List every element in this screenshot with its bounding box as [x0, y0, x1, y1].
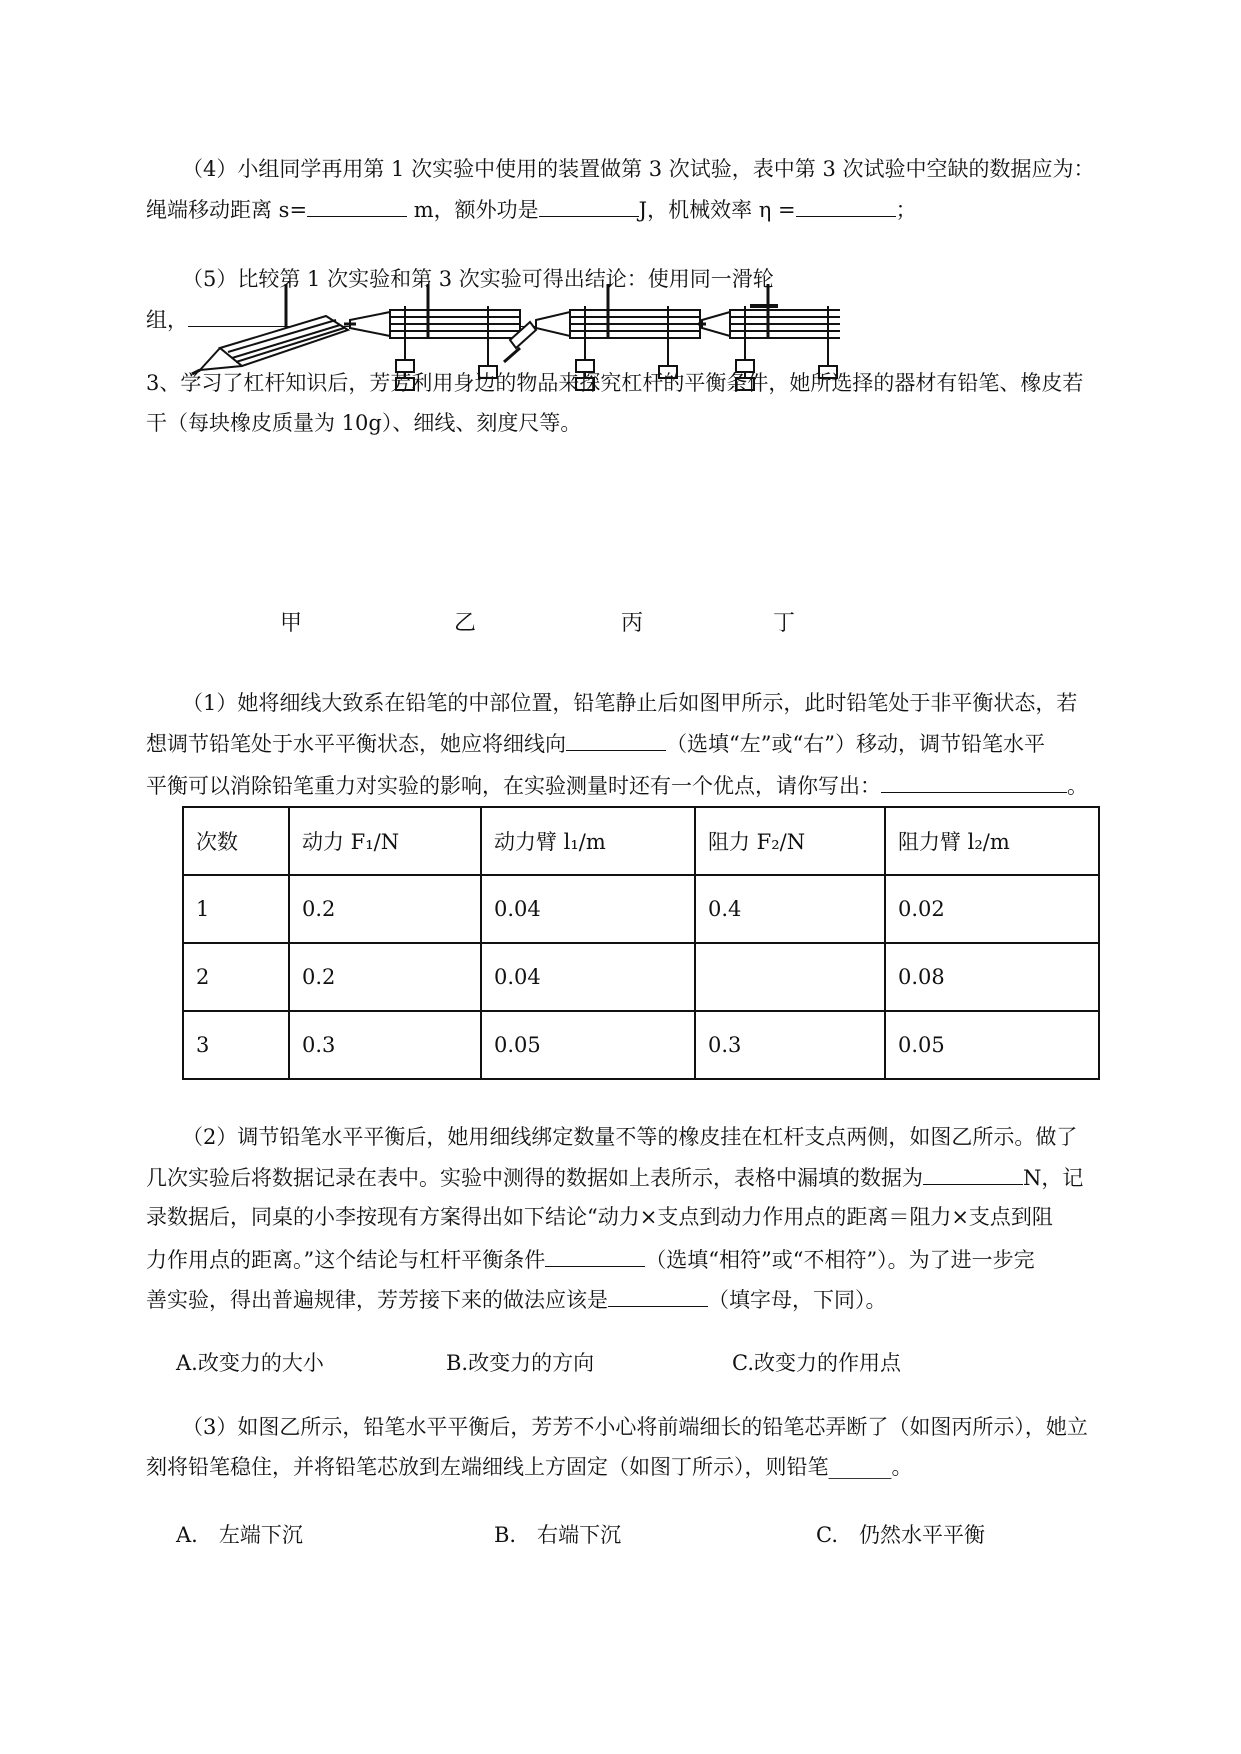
- q3-part2-line2: [146, 1162, 1083, 1193]
- table-cell: 0.05: [481, 1011, 695, 1079]
- answer-blank-consistency[interactable]: [545, 1244, 645, 1267]
- q3-part3-line2: [146, 1452, 913, 1482]
- q2-part5-text-a: 组，: [146, 308, 188, 332]
- q3-part3-option-b[interactable]: B. 右端下沉: [494, 1523, 622, 1547]
- q3-part2-text-f: （填字母，下同）。: [708, 1288, 887, 1312]
- lever-data-table: [182, 806, 1100, 1080]
- table-cell: 3: [183, 1011, 289, 1079]
- q3-part2-text-b: N，记: [1023, 1166, 1084, 1190]
- q3-part3-line1: （3）如图乙所示，铅笔水平平衡后，芳芳不小心将前端细长的铅笔芯弄断了（如图丙所示），她立: [182, 1415, 1088, 1439]
- table-header-cell: 次数: [183, 807, 289, 875]
- answer-blank-extra-work[interactable]: [539, 194, 639, 217]
- lever-pencil-figure: [190, 270, 840, 635]
- q3-part2-text-a: 几次实验后将数据记录在表中。实验中测得的数据如上表所示，表格中漏填的数据为: [146, 1166, 923, 1190]
- answer-blank-next-step[interactable]: [608, 1284, 708, 1307]
- q3-part2-option-a[interactable]: A.改变力的大小: [176, 1351, 324, 1375]
- q2-part4-text-b: m，额外功是: [407, 198, 539, 222]
- table-cell: 0.05: [885, 1011, 1099, 1079]
- figure-ding-pencil: [698, 284, 840, 390]
- table-cell: 0.3: [289, 1011, 481, 1079]
- answer-blank-efficiency[interactable]: [796, 194, 896, 217]
- q3-part1-text-a: 想调节铅笔处于水平平衡状态，她应将细线向: [146, 732, 566, 756]
- table-cell: 0.3: [695, 1011, 885, 1079]
- q3-part1-text-d: 。: [1067, 774, 1088, 798]
- q3-part2-text-c: 力作用点的距离。”这个结论与杠杆平衡条件: [146, 1248, 546, 1272]
- q3-part2-option-c[interactable]: C.改变力的作用点: [732, 1351, 901, 1375]
- table-row: [183, 875, 1099, 943]
- table-header-cell: 阻力臂 l₂/m: [885, 807, 1099, 875]
- figure-label-jia: 甲: [280, 611, 303, 636]
- q2-part4-text-a: 绳端移动距离 s=: [146, 198, 308, 222]
- q3-part1-line3: [146, 770, 1088, 801]
- q3-intro-line2: 干（每块橡皮质量为 10g）、细线、刻度尺等。: [146, 411, 582, 435]
- pencil-diagrams: [190, 270, 840, 630]
- q3-part2-text-d: （选填“相符”或“不相符”）。为了进一步完: [645, 1248, 1035, 1272]
- table-cell: 0.4: [695, 875, 885, 943]
- q3-part2-line1: （2）调节铅笔水平平衡后，她用细线绑定数量不等的橡皮挂在杠杆支点两侧，如图乙所示。做了: [182, 1125, 1078, 1149]
- figure-label-bing: 丙: [621, 611, 644, 636]
- q2-part4-text-d: ；: [895, 198, 917, 222]
- table-row: [183, 1011, 1099, 1079]
- q2-part4-line1: （4）小组同学再用第 1 次实验中使用的装置做第 3 次试验，表中第 3 次试验中空缺的数据应为：: [182, 157, 1095, 181]
- table-cell: 0.04: [481, 875, 695, 943]
- answer-blank-direction[interactable]: [566, 728, 666, 751]
- table-cell: 0.04: [481, 943, 695, 1011]
- table-cell: 2: [183, 943, 289, 1011]
- figure-bing-pencil: [504, 284, 700, 390]
- q3-intro-line1: 3、学习了杠杆知识后，芳芳利用身边的物品来探究杠杆的平衡条件，她所选择的器材有铅笔、橡皮若: [146, 371, 1084, 395]
- q3-part1-text-c: 平衡可以消除铅笔重力对实验的影响，在实验测量时还有一个优点，请你写出：: [146, 774, 881, 798]
- table-row: [183, 943, 1099, 1011]
- q2-part5-line1: （5）比较第 1 次实验和第 3 次实验可得出结论：使用同一滑轮: [182, 267, 774, 291]
- answer-blank-advantage[interactable]: [881, 770, 1067, 793]
- answer-blank-distance[interactable]: [307, 194, 407, 217]
- q3-part2-option-b[interactable]: B.改变力的方向: [446, 1351, 595, 1375]
- answer-blank-missing-force[interactable]: [923, 1162, 1023, 1185]
- q2-part4-text-c: J，机械效率 η =: [638, 198, 796, 222]
- q3-part3-option-a[interactable]: A. 左端下沉: [176, 1523, 303, 1547]
- q3-part1-line1: （1）她将细线大致系在铅笔的中部位置，铅笔静止后如图甲所示，此时铅笔处于非平衡状态，若: [182, 691, 1078, 715]
- q3-part3-option-c[interactable]: C. 仍然水平平衡: [816, 1523, 985, 1547]
- figure-label-ding: 丁: [773, 611, 796, 636]
- answer-blank-result[interactable]: ______: [828, 1455, 892, 1479]
- table-cell: 0.2: [289, 875, 481, 943]
- table-cell: 1: [183, 875, 289, 943]
- q3-part2-text-e: 善实验，得出普遍规律，芳芳接下来的做法应该是: [146, 1288, 608, 1312]
- q3-part1-text-b: （选填“左”或“右”）移动，调节铅笔水平: [666, 732, 1045, 756]
- q3-part2-line4: [146, 1244, 1035, 1275]
- figure-jia-pencil: [192, 284, 348, 374]
- table-cell-missing[interactable]: [695, 943, 885, 1011]
- table-cell: 0.08: [885, 943, 1099, 1011]
- q3-part2-line3: 录数据后，同桌的小李按现有方案得出如下结论“动力×支点到动力作用点的距离＝阻力×支点到阻: [146, 1205, 1053, 1229]
- table-header-cell: 阻力 F₂/N: [695, 807, 885, 875]
- q3-part2-line5: [146, 1284, 887, 1315]
- q3-part3-text-a: 刻将铅笔稳住，并将铅笔芯放到左端细线上方固定（如图丁所示），则铅笔: [146, 1455, 829, 1479]
- table-cell: 0.2: [289, 943, 481, 1011]
- table-header-row: [183, 807, 1099, 875]
- table-header-cell: 动力 F₁/N: [289, 807, 481, 875]
- table-header-cell: 动力臂 l₁/m: [481, 807, 695, 875]
- q3-part3-text-c: 。: [891, 1455, 913, 1479]
- table-cell: 0.02: [885, 875, 1099, 943]
- q2-part4-line2: [146, 194, 917, 225]
- q3-part1-line2: [146, 728, 1045, 759]
- figure-label-yi: 乙: [454, 611, 477, 636]
- figure-yi-pencil: [344, 284, 520, 390]
